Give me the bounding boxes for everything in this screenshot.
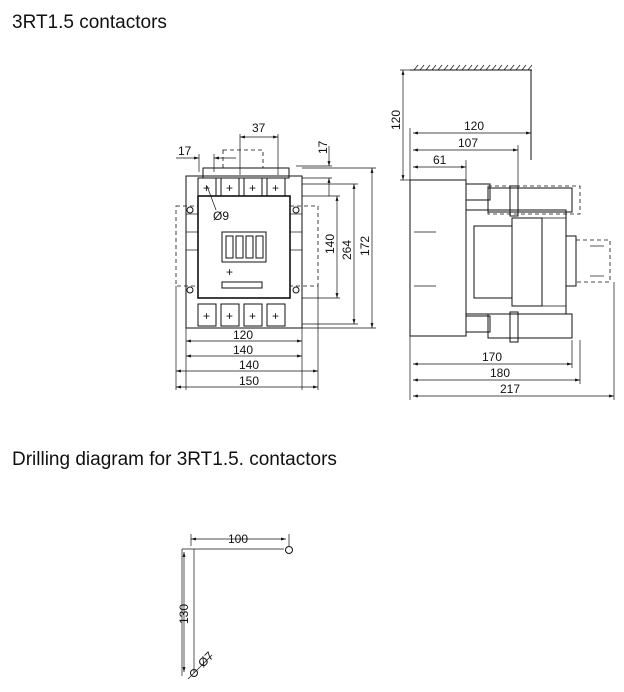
svg-text:+: + — [226, 265, 234, 279]
dim-170: 170 — [482, 350, 503, 364]
svg-text:+: + — [249, 181, 257, 195]
dim-120-bottom: 120 — [233, 328, 254, 342]
svg-text:+: + — [272, 181, 280, 195]
dim-172: 172 — [358, 235, 372, 256]
dim-37: 37 — [252, 121, 266, 135]
dim-140-bottom-a: 140 — [233, 343, 254, 357]
dim-107: 107 — [458, 136, 479, 150]
svg-text:+: + — [272, 309, 280, 323]
drilling-heading: Drilling diagram for 3RT1.5. contactors — [12, 449, 337, 470]
top-terminals — [198, 178, 285, 196]
drilling-diagram — [177, 532, 293, 679]
dim-130: 130 — [177, 603, 191, 624]
svg-text:+: + — [226, 181, 234, 195]
svg-text:+: + — [203, 181, 211, 195]
dim-17-right: 17 — [316, 140, 330, 154]
dim-100: 100 — [228, 532, 249, 546]
hole-diameter-label: Ø9 — [213, 209, 230, 223]
dim-140-vertical: 140 — [323, 233, 337, 254]
page-title: 3RT1.5 contactors — [12, 12, 167, 33]
drill-hole-top — [286, 547, 293, 554]
dim-120-horizontal: 120 — [464, 119, 485, 133]
svg-text:+: + — [203, 309, 211, 323]
dim-140-bottom-b: 140 — [239, 358, 260, 372]
dim-61: 61 — [433, 153, 447, 167]
side-view — [389, 65, 614, 400]
dim-264: 264 — [340, 239, 354, 260]
dim-17-left: 17 — [178, 144, 192, 158]
drill-hole-diameter: Ø7 — [195, 648, 217, 671]
svg-text:+: + — [249, 309, 257, 323]
dim-217: 217 — [500, 382, 521, 396]
dim-180: 180 — [490, 366, 511, 380]
dim-150: 150 — [239, 374, 260, 388]
svg-text:+: + — [226, 309, 234, 323]
front-view — [176, 121, 376, 390]
dim-120-vertical: 120 — [389, 109, 403, 130]
bottom-terminals — [198, 304, 285, 326]
